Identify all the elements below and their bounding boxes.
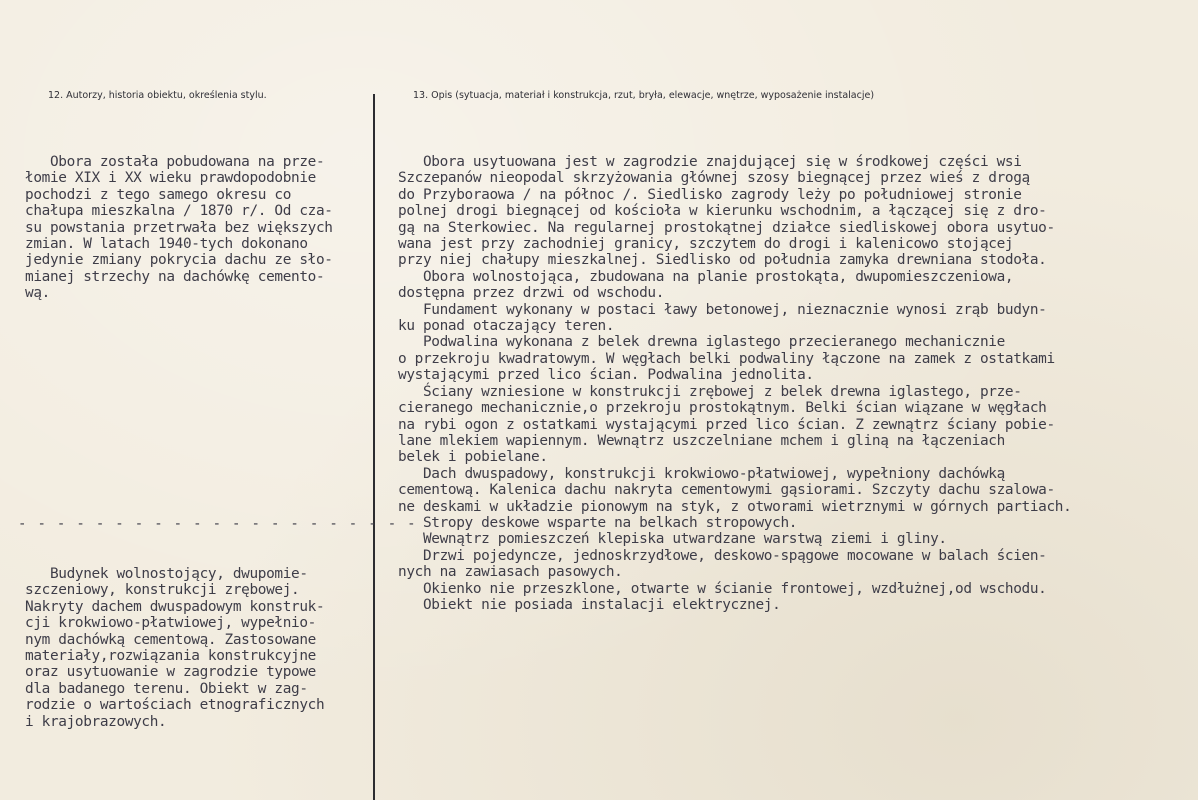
section-12-heading: 12. Autorzy, historia obiektu, określenia stylu. <box>48 90 267 101</box>
summary-paragraph: Budynek wolnostojący, dwupomie- szczeniowy, konstrukcji zrębowej. Nakryty dachem dwuspadowym konstruk- cji krokwiowo-płatwiowej, wypełnio- nym dachówką cementową. Zastosowane materiały,rozwiązania konstrukcyjne oraz usytuowanie w zagrodzie typowe dla badanego terenu. Obiekt w zag- rodzie o wartościach etnograficznych i krajobrazowych. <box>25 566 325 730</box>
column-divider <box>373 94 375 800</box>
section-13-heading: 13. Opis (sytuacja, materiał i konstrukcja, rzut, bryła, elewacje, wnętrze, wyposażenie instalacje) <box>413 90 875 101</box>
description-text: Obora usytuowana jest w zagrodzie znajdującej się w środkowej części wsi Szczepanów nieopodal skrzyżowania głównej szosy biegnącej przez wieś z drogą do Przyboraowa / na północ /. Siedlisko zagrody leży po południowej stronie polnej drogi biegnącej od kościoła w kierunku wschodnim, a łączącej się z dro- gą na Sterkowiec. Na regularnej prostokątnej działce siedliskowej obora usytuo- wana jest przy zachodniej granicy, szczytem do drogi i kalenicowo stojącej przy niej chałupy mieszkalnej. Siedlisko od południa zamyka drewniana stodoła. Obora wolnostojąca, zbudowana na planie prostokąta, dwupomieszczeniowa, dostępna przez drzwi od wschodu. Fundament wykonany w postaci ławy betonowej, nieznacznie wynosi zrąb budyn- ku ponad otaczający teren. Podwalina wykonana z belek drewna iglastego przecieranego mechanicznie o przekroju kwadratowym. W węgłach belki podwaliny łączone na zamek z ostatkami wystającymi przed lico ścian. Podwalina jednolita. Ściany wzniesione w konstrukcji zrębowej z belek drewna iglastego, prze- cieranego mechanicznie,o przekroju prostokątnym. Belki ścian wiązane w węgłach na rybi ogon z ostatkami wystającymi przed lico ścian. Z zewnątrz ściany pobie- lane mlekiem wapiennym. Wewnątrz uszczelniane mchem i gliną na łączeniach belek i pobielane. Dach dwuspadowy, konstrukcji krokwiowo-płatwiowej, wypełniony dachówką cementową. Kalenica dachu nakryta cementowymi gąsiorami. Szczyty dachu szalowa- ne deskami w układzie pionowym na styk, z otworami wietrznymi w górnych partiach. Stropy deskowe wsparte na belkach stropowych. Wewnątrz pomieszczeń klepiska utwardzane warstwą ziemi i gliny. Drzwi pojedyncze, jednoskrzydłowe, deskowo-spągowe mocowane w balach ścien- nych na zawiasach pasowych. Okienko nie przeszklone, otwarte w ścianie frontowej, wzdłużnej,od wschodu. Obiekt nie posiada instalacji elektrycznej. <box>398 154 1072 613</box>
history-paragraph: Obora została pobudowana na prze- łomie XIX i XX wieku prawdopodobnie pochodzi z tego samego okresu co chałupa mieszkalna / 1870 r/. Od cza- su powstania przetrwała bez większych zmian. W latach 1940-tych dokonano jedynie zmiany pokrycia dachu ze sło- mianej strzechy na dachówkę cemento- wą. <box>25 154 333 302</box>
dashed-separator: - - - - - - - - - - - - - - - - - - - - - <box>18 516 417 532</box>
